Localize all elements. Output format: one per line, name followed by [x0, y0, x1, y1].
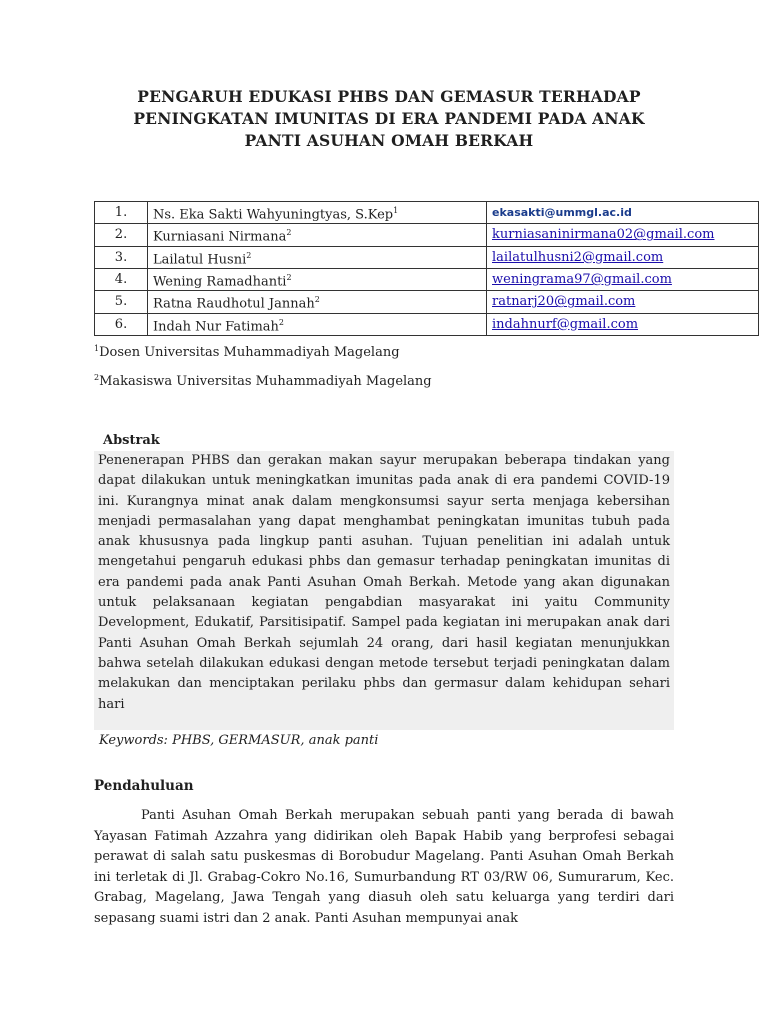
- author-number: 3.: [95, 246, 148, 268]
- author-number: 6.: [95, 313, 148, 335]
- author-email-link[interactable]: lailatulhusni2@gmail.com: [487, 246, 759, 268]
- title-line-3: PANTI ASUHAN OMAH BERKAH: [244, 131, 534, 150]
- table-row: [95, 291, 759, 313]
- author-name: Ns. Eka Sakti Wahyuningtyas, S.Kep$^1$: [148, 202, 487, 224]
- table-row: [95, 313, 759, 335]
- affiliation-1: $^1$Dosen Universitas Muhammadiyah Magelang: [94, 344, 400, 360]
- author-number: 1.: [95, 202, 148, 224]
- author-number: 5.: [95, 291, 148, 313]
- authors-table: [94, 201, 759, 336]
- author-name: Ratna Raudhotul Jannah$^2$: [148, 291, 487, 313]
- author-name: Wening Ramadhanti$^2$: [148, 268, 487, 290]
- title-line-1: PENGARUH EDUKASI PHBS DAN GEMASUR TERHADAP: [137, 87, 641, 106]
- abstract-text: Penenerapan PHBS dan gerakan makan sayur merupakan beberapa tindakan yang dapat dilakukan untuk meningkatkan imunitas pada anak di era pandemi COVID-19 ini. Kurangnya minat anak dalam mengkonsumsi sayur serta menjaga kebersihan menjadi permasalahan yang dapat menghambat peningkatan imunitas tubuh pada anak khususnya pada lingkup panti asuhan. Tujuan penelitian ini adalah untuk mengetahui pengaruh edukasi phbs dan gemasur terhadap peningkatan imunitas di era pandemi pada anak Panti Asuhan Omah Berkah. Metode yang akan digunakan untuk pelaksanaan kegiatan pengabdian masyarakat ini yaitu Community Development, Edukatif, Parsitisipatif. Sampel pada kegiatan ini merupakan anak dari Panti Asuhan Omah Berkah sejumlah 24 orang, dari hasil kegiatan menunjukkan bahwa setelah dilakukan edukasi dengan metode tersebut terjadi peningkatan dalam melakukan dan menciptakan perilaku phbs dan germasur dalam kehidupan sehari hari: [98, 453, 670, 712]
- author-email-link[interactable]: ekasakti@ummgl.ac.id: [487, 202, 759, 224]
- author-number: 2.: [95, 224, 148, 246]
- table-row: [95, 202, 759, 224]
- author-name: Lailatul Husni$^2$: [148, 246, 487, 268]
- author-name: Kurniasani Nirmana$^2$: [148, 224, 487, 246]
- author-email-link[interactable]: kurniasaninirmana02@gmail.com: [487, 224, 759, 246]
- title-line-2: PENINGKATAN IMUNITAS DI ERA PANDEMI PADA ANAK: [133, 109, 645, 128]
- table-row: [95, 224, 759, 246]
- author-email-link[interactable]: weningrama97@gmail.com: [487, 268, 759, 290]
- abstract-heading: Abstrak: [103, 433, 160, 448]
- author-number: 4.: [95, 268, 148, 290]
- intro-paragraph: Panti Asuhan Omah Berkah merupakan sebuah panti yang berada di bawah Yayasan Fatimah Azzahra yang didirikan oleh Bapak Habib yang berprofesi sebagai perawat di salah satu puskesmas di Borobudur Magelang. Panti Asuhan Omah Berkah ini terletak di Jl. Grabag-Cokro No.16, Sumurbandung RT 03/RW 06, Sumurarum, Kec. Grabag, Magelang, Jawa Tengah yang diasuh oleh satu keluarga yang terdiri dari sepasang suami istri dan 2 anak. Panti Asuhan mempunyai anak: [94, 808, 674, 926]
- affiliation-2: $^2$Makasiswa Universitas Muhammadiyah Magelang: [94, 373, 432, 389]
- author-email-link[interactable]: ratnarj20@gmail.com: [487, 291, 759, 313]
- author-name: Indah Nur Fatimah$^2$: [148, 313, 487, 335]
- table-row: [95, 268, 759, 290]
- keywords: Keywords: PHBS, GERMASUR, anak panti: [99, 733, 379, 748]
- author-email-link[interactable]: indahnurf@gmail.com: [487, 313, 759, 335]
- paper-title: [94, 86, 684, 152]
- abstract-box: [94, 451, 674, 730]
- table-row: [95, 246, 759, 268]
- section-heading-intro: Pendahuluan: [94, 778, 194, 794]
